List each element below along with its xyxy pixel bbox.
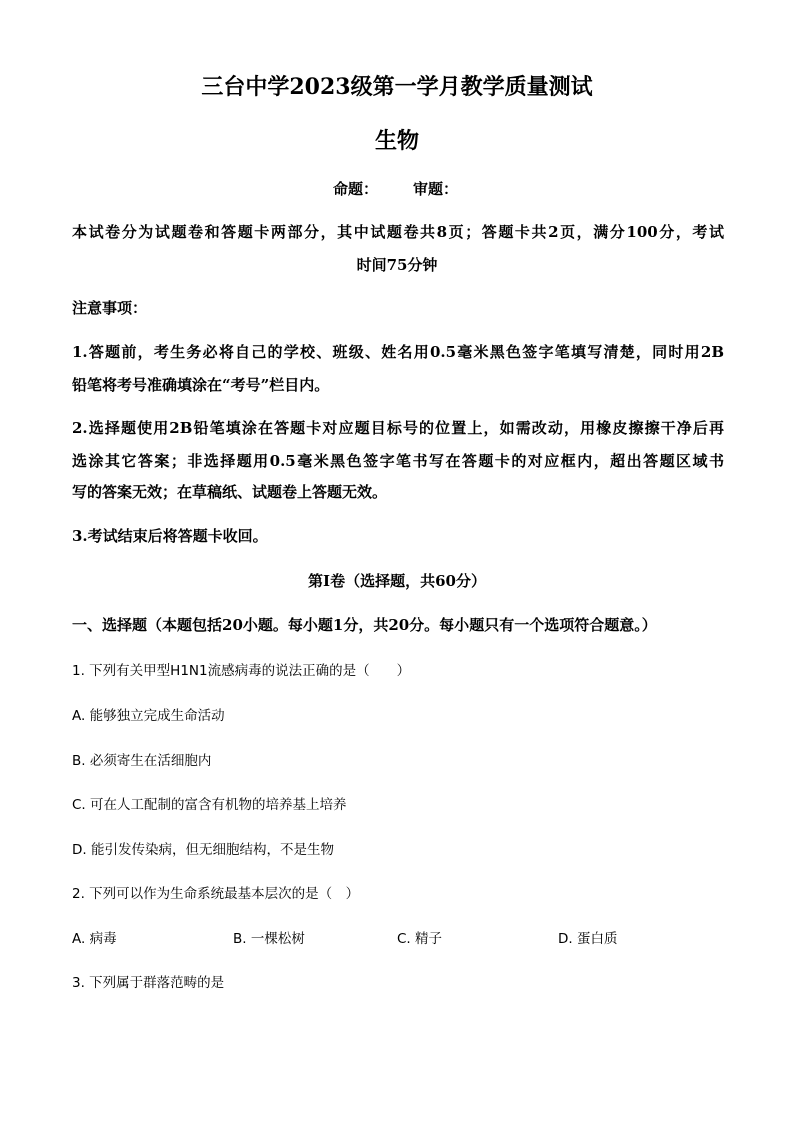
- reviewer-label: 审题：: [413, 180, 459, 198]
- note-3: 3.考试结束后将答题卡收回。: [72, 527, 268, 545]
- question-1-option-d: D. 能引发传染病，但无细胞结构，不是生物: [72, 842, 334, 858]
- question-3-stem: 3. 下列属于群落范畴的是: [72, 975, 225, 991]
- question-2-option-d: D. 蛋白质: [558, 931, 618, 947]
- question-1-option-b: B. 必须寄生在活细胞内: [72, 753, 212, 769]
- volume-title: 第I卷（选择题，共60分）: [308, 572, 486, 590]
- note-1-line-2: 铅笔将考号准确填涂在“考号”栏目内。: [72, 376, 330, 394]
- subject-title: 生物: [374, 128, 419, 154]
- exam-title: 三台中学2023级第一学月教学质量测试: [201, 74, 593, 100]
- question-2-option-c: C. 精子: [397, 931, 443, 947]
- question-2-stem: 2. 下列可以作为生命系统最基本层次的是（ ）: [72, 886, 360, 902]
- note-1-line-1: 1.答题前，考生务必将自己的学校、班级、姓名用0.5毫米黑色签字笔填写清楚，同时用2B: [72, 343, 724, 361]
- question-2-option-a: A. 病毒: [72, 931, 117, 947]
- note-2-line-3: 写的答案无效；在草稿纸、试题卷上答题无效。: [72, 483, 388, 501]
- part-title: 一、选择题（本题包括20小题。每小题1分，共20分。每小题只有一个选项符合题意。）: [72, 616, 657, 634]
- question-1-stem: 1. 下列有关甲型H1N1流感病毒的说法正确的是（ ）: [72, 663, 411, 679]
- intro-line-1: 本试卷分为试题卷和答题卡两部分，其中试题卷共8页；答题卡共2页，满分100分，考试: [72, 223, 724, 241]
- note-2-line-2: 选涂其它答案；非选择题用0.5毫米黑色签字笔书写在答题卡的对应框内，超出答题区域书: [72, 452, 724, 470]
- question-1-option-c: C. 可在人工配制的富含有机物的培养基上培养: [72, 797, 347, 813]
- question-2-option-b: B. 一棵松树: [233, 931, 305, 947]
- notes-heading: 注意事项：: [72, 299, 148, 317]
- intro-line-2: 时间75分钟: [356, 256, 438, 274]
- question-1-option-a: A. 能够独立完成生命活动: [72, 708, 225, 724]
- proposer-label: 命题：: [333, 180, 379, 198]
- note-2-line-1: 2.选择题使用2B铅笔填涂在答题卡对应题目标号的位置上，如需改动，用橡皮擦擦干净后再: [72, 419, 724, 437]
